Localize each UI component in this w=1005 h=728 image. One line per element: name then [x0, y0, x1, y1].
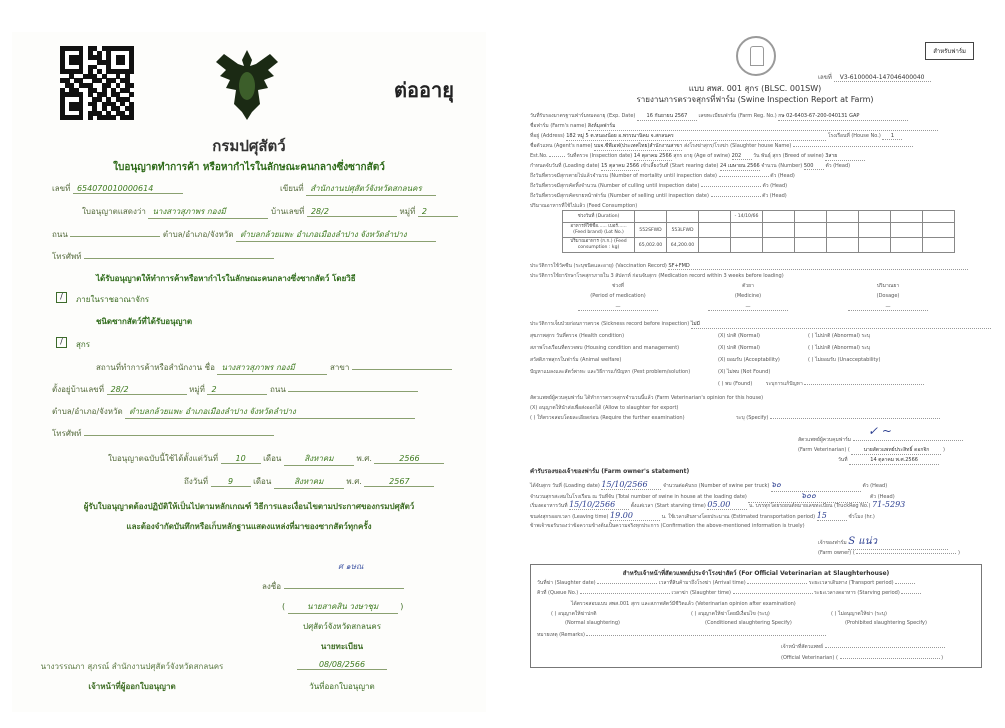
qr-module [88, 115, 93, 120]
qr-module [79, 115, 84, 120]
agent-row: ชื่อตัวแทน (Agent's name) บมจ.ซีพีเอฟ(ประเทศไทย)สำนักงานสาขา ส่งโรงฆ่าสุกร/โรงฆ่า (Slaughter house Name) [530, 142, 913, 151]
valid-from-day: 10 [221, 454, 261, 464]
inspection-date: 14 ตุลาคม 2566 [633, 153, 672, 159]
feed-table-row [563, 238, 955, 253]
method-label: ภายในราชอาณาจักร [76, 295, 150, 304]
feed-table-cell [795, 223, 827, 238]
queue-row: คิวที่ (Queue No.) เวลาฆ่า (Slaughter time) ระยะเวลางดอาหาร (Starving period) [537, 589, 921, 597]
valid-to-month: สิงหาคม [274, 475, 344, 489]
feed-table-cell [859, 238, 891, 253]
owner-signature: S แน่ว [848, 534, 948, 550]
licensee-row: ใบอนุญาตแสดงว่า นางสาวสุภาพร กองมี บ้านเลขที่ 28/2 หมู่ที่ 2 [82, 205, 458, 219]
livestock-trade-license [12, 32, 486, 712]
issue-date: 08/08/2566 [297, 660, 387, 670]
valid-to-day: 9 [211, 477, 251, 487]
method-checkbox[interactable]: / [56, 292, 67, 303]
farm-name: สิงห์มุลฟาร์ม [588, 122, 938, 131]
located-moo: 2 [207, 385, 267, 395]
feed-table-cell [731, 223, 763, 238]
feed-table-cell [699, 238, 731, 253]
moo-number: 2 [418, 207, 458, 217]
license-title: ใบอนุญาตทำการค้า หรือหากำไรในลักษณะคนกลางซึ่งซากสัตว์ [113, 162, 385, 173]
medication-value: — [578, 304, 658, 311]
starving-row: เริ่มงดอาหารวันที่ 15/10/2566 ตั้งแต่เวลา (Start starving time) 05.00 น. บรรทุกโดยรถยนต์หมายเลขทะเบียน (TruckReg No.) 71-5293 [530, 500, 906, 509]
feed-consumption-table [562, 210, 955, 253]
sign-row: ลงชื่อ [262, 580, 404, 593]
condition-opt2[interactable]: ( ) ไม่ปกติ (Abnormal) ระบุ [808, 345, 871, 351]
valid-from-year: 2566 [374, 454, 444, 464]
farm-house-number: 1 [882, 133, 902, 140]
leaving-row: ขนส่งสุกรออกเวลา (Leaving time) 19.00 น. ใช้เวลาเดินทางโดยประมาณ (Estimated transportation period) 15 ชั่วโมง (hr.) [530, 511, 875, 520]
located-house-no: 28/2 [107, 385, 187, 395]
feed-table-cell [795, 238, 827, 253]
animal-checkbox[interactable]: / [56, 337, 67, 348]
inspection-row: Est.No. วันที่ตรวจ (Inspection date) 14 ตุลาคม 2566 สุกร อายุ (Age of swine) 202 วัน พันธุ์ สุกร (Breed of swine) 3สาย [530, 152, 865, 161]
feed-table-cell [699, 211, 731, 223]
notice-line-1: ผู้รับใบอนุญาตต้องปฏิบัติให้เป็นไปตามหลักเกณฑ์ วิธีการและเงื่อนไขตามประกาศของกรมปศุสัตว์ [83, 502, 415, 511]
slaughter-option-th[interactable]: ( ) อนุญาตให้ฆ่าปกติ [551, 611, 597, 617]
confirmation-row: ข้าพเจ้าขอรับรองว่าข้อความข้างต้นเป็นความจริงทุกประการ (Confirmation the above-mentioned information is truely) [530, 523, 805, 529]
sickness-record: ไม่มี [691, 320, 991, 329]
owner-loading-row: ได้จับสุกร วันที่ (Loading date) 15/10/2566 จำนวนต่อคันรถ (Number of swine per truck) ๖๐ ตัว (Head) [530, 478, 887, 492]
owner-loading-date: 15/10/2566 [601, 480, 661, 490]
slaughter-option-en: (Prohibited slaughtering Specify) [845, 620, 927, 626]
condition-opt1[interactable]: (X) ปกติ (Normal) [718, 333, 760, 339]
vet-signature: ✓ ~ [868, 424, 892, 438]
feed-table-row [563, 211, 955, 223]
feed-table-cell: 64,200.00 [667, 238, 699, 253]
condition-opt1[interactable]: (X) ไม่พบ (Not Found) [718, 369, 771, 375]
feed-table-cell: 553LFWD [667, 223, 699, 238]
leaving-time: 19.00 [610, 511, 660, 521]
farm-name-row: ชื่อฟาร์ม (Farm's name) สิงห์มุลฟาร์ม [530, 122, 938, 131]
medication-value: — [848, 304, 928, 311]
licensee-name: นางสาวสุภาพร กองมี [148, 205, 268, 219]
permit-heading: ได้รับอนุญาตให้ทำการค้าหรือหากำไรในลักษณะคนกลางซึ่งซากสัตว์ โดยวิธี [96, 274, 356, 283]
medication-en: (Medicine) [734, 293, 762, 299]
feed-table-cell [667, 211, 699, 223]
feed-table-cell [859, 223, 891, 238]
valid-to-year: 2567 [364, 477, 434, 487]
vet-sign-row: สัตวแพทย์ผู้ควบคุมฟาร์ม [798, 436, 963, 444]
address-row: ถนน ตำบล/อำเภอ/จังหวัด ตำบลกล้วยแพะ อำเภอเมืองลำปาง จังหวัดลำปาง [52, 228, 436, 242]
opinion-further-exam: ( ) ให้ตรวจสอบโดยละเอียดก่อน (Require the further examination) ระบุ (Specify) [530, 414, 940, 422]
feed-row-label: ปริมาณอาหาร (ก.ก.) (Feed consumption : kg) [563, 238, 635, 253]
premises-row: สถานที่ทำการค้าหรือสำนักงาน ชื่อ นางสาวสุภาพร กองมี สาขา [96, 361, 452, 375]
medication-th: ช่วงที่ [612, 283, 624, 289]
premises-name: นางสาวสุภาพร กองมี [217, 361, 327, 375]
qr-module [111, 115, 116, 120]
loading-row: กำหนดจับวันที่ (Loading date) 15 ตุลาคม 2566 เข้าเลี้ยงวันที่ (Start rearing date) 24 เมษายน 2566 จำนวน (Number) 500 ตัว (Head) [530, 163, 851, 169]
qr-module [129, 115, 134, 120]
form-title: แบบ สพส. 001 สุกร (BLSC. 001SW) [688, 84, 822, 93]
medication-en: (Dosage) [876, 293, 900, 299]
feed-table-cell: 552SFWD [635, 223, 667, 238]
feed-heading: ปริมาณอาหารที่ใช้ไปแล้ว (Feed Consumption) [530, 203, 638, 209]
department-name: กรมปศุสัตว์ [212, 137, 286, 155]
feed-table-cell [731, 238, 763, 253]
located-subdistrict: ตำบลกล้วยแพะ อำเภอเมืองลำปาง จังหวัดลำปาง [125, 405, 415, 419]
notice-line-2: และต้องจำกัดบันทึกหรือเก็บหลักฐานแสดงแหล่งที่มาของซากสัตว์ทุกครั้ง [126, 522, 372, 531]
slaughter-date-row: วันที่ฆ่า (Slaughter date) เวลาที่สินค้ามาถึงโรงฆ่า (Arrival time) ระยะเวลาเดินทาง (Transport period) [537, 579, 915, 587]
medication-en: (Period of medication) [590, 293, 646, 299]
vaccination-row: ประวัติการใช้วัคซีน (ระบุชนิดและอายุ) (Vaccination Record) SF+FMD [530, 262, 968, 270]
feed-table-cell [763, 211, 795, 223]
vet-date-row: วันที่ 14 ตุลาคม พ.ศ.2566 [838, 456, 939, 465]
renewal-stamp: ต่ออายุ [394, 78, 454, 102]
registrar-signature: ศ ๑ษณ [338, 562, 364, 571]
condition-opt2[interactable]: ( ) ไม่ปกติ (Abnormal) ระบุ [808, 333, 871, 339]
registrar-title: นายทะเบียน [320, 642, 364, 651]
condition-label: สุขภาพสุกร วันที่ตรวจ (Health condition) [530, 333, 625, 339]
valid-from-row: ใบอนุญาตฉบับนี้ใช้ได้ตั้งแต่วันที่ 10 เดือน สิงหาคม พ.ศ. 2566 [108, 452, 444, 466]
license-number: 654070010000614 [73, 184, 183, 194]
qr-code-icon [60, 46, 134, 120]
farm-copy-badge: สำหรับฟาร์ม [925, 42, 974, 60]
phone-row: โทรศัพท์ [52, 250, 274, 263]
start-rearing-date: 24 เมษายน 2566 [719, 163, 760, 169]
slaughter-option-en: (Conditioned slaughtering Specify) [705, 620, 792, 626]
condition-opt2[interactable]: ( ) ไม่ยอมรับ (Unacceptability) [808, 357, 881, 363]
starving-date: 15/10/2566 [569, 500, 629, 510]
feed-table-cell [891, 211, 923, 223]
feed-table-cell [859, 211, 891, 223]
feed-table-cell [635, 211, 667, 223]
starving-time: 05.00 [707, 500, 747, 510]
livestock-department-seal-icon [736, 36, 776, 76]
qr-module [120, 60, 125, 65]
selling-row: ถึงวันที่ตรวจมีสุกรคัดขายหน้าฟาร์ม (Number of selling until inspection date) ตัว (Head) [530, 193, 787, 199]
vet-name: นายสัตวแพทย์ประสิทธิ์ ดอกจิก [851, 446, 941, 455]
exp-date-row: วันที่รับรองมาตรฐานฟาร์มหมดอายุ (Exp. Date) 16 กันยายน 2567 เลขทะเบียนฟาร์ม (Farm Reg. No.) กษ 02-6403-67-200-040131 GAP [530, 112, 908, 121]
issue-date-row [262, 660, 422, 670]
farm-reg-number: กษ 02-6403-67-200-040131 GAP [778, 112, 908, 121]
garuda-emblem-icon [212, 46, 282, 126]
medication-th: ปริมาณยา [876, 283, 900, 289]
feed-table-cell [763, 223, 795, 238]
license-number-row: เลขที่ 654070010000614 [52, 182, 183, 195]
owner-sign-row: เจ้าของฟาร์ม S แน่ว [818, 534, 948, 550]
qr-module [129, 92, 134, 97]
signer-position: ปศุสัตว์จังหวัดสกลนคร [302, 622, 382, 631]
opinion-allow-export[interactable]: (X) อนุญาตให้นำส่งเพื่อส่งออกได้ (Allow to slaughter for export) [530, 405, 679, 411]
official-veterinarian-box [530, 564, 982, 668]
issued-at: สำนักงานปศุสัตว์จังหวัดสกลนคร [306, 182, 436, 196]
loading-date: 15 ตุลาคม 2566 [601, 163, 640, 169]
signer-name: นายสาคสิน วงษาชุม [288, 600, 398, 614]
vet-opinion-heading: สัตวแพทย์ผู้ควบคุมฟาร์ม ได้ทำการตรวจสุกรจำนวนนี้แล้ว (Farm Veterinarian's opinion for this house) [530, 395, 764, 401]
feed-table-cell [827, 223, 859, 238]
exp-date: 16 กันยายน 2567 [637, 112, 697, 121]
transport-period: 15 [817, 511, 847, 521]
culling-row: ถึงวันที่ตรวจมีสุกรคัดทิ้งจำนวน (Number of culling until inspection date) ตัว (Head) [530, 183, 788, 189]
condition-opt1[interactable]: (X) ปกติ (Normal) [718, 345, 760, 351]
swine-breed: 3สาย [825, 152, 865, 161]
feed-table-cell [827, 238, 859, 253]
pest-found-row: ( ) พบ (Found) ระบุการแก้ปัญหา [718, 380, 924, 388]
official-vet-row: (Official Veterinarian) ( ) [781, 655, 944, 661]
feed-row-label: อาหารที่ใช้ชื่อ...... เบอร์...... (Feed brand) (Lot No.) [563, 223, 635, 238]
slaughter-option-th[interactable]: ( ) ไม่อนุญาตให้ฆ่า (ระบุ) [831, 611, 887, 617]
sickness-row: ประวัติการเจ็บป่วยก่อนการตรวจ (Sickness record before inspection) ไม่มี [530, 320, 991, 329]
swine-inspection-report [518, 28, 992, 718]
address-row: ที่อยู่ (Address) 182 หมู่ 5 ต.หนองน้อย อ.พรรณานิคม จ.สกลนคร โรงเรือนที่ (House No.) 1 [530, 132, 902, 141]
officer-name: นางวรรณภา สุภรณ์ สำนักงานปศุสัตว์จังหวัดสกลนคร [40, 662, 224, 671]
animal-type-heading: ชนิดซากสัตว์ที่ได้รับอนุญาต [96, 317, 193, 326]
swine-per-truck: ๖๐ [771, 478, 861, 492]
valid-to-row: ถึงวันที่ 9 เดือน สิงหาคม พ.ศ. 2567 [184, 475, 434, 489]
located-row: ตั้งอยู่บ้านเลขที่ 28/2 หมู่ที่ 2 ถนน [52, 383, 418, 396]
phone2-row: โทรศัพท์ [52, 427, 274, 440]
owner-name-row: (Farm owner) ( ) [818, 550, 960, 556]
house-number: 28/2 [307, 207, 397, 217]
condition-label: สภาพโรงเรือนที่ตรวจพบ (Housing condition and management) [530, 345, 680, 351]
condition-label: ปัญหาแมลงและสัตว์พาหะ และวิธีการแก้ปัญหา (Pest problem/solution) [530, 369, 691, 375]
feed-table-cell [923, 223, 955, 238]
condition-opt1[interactable]: (X) ยอมรับ (Acceptability) [718, 357, 780, 363]
remarks-row: หมายเหตุ (Remarks) [537, 631, 826, 639]
swine-number: 500 [804, 163, 824, 170]
feed-row-label: ช่วงวันที่ (Duration) [563, 211, 635, 223]
vet-date: 14 ตุลาคม พ.ศ.2566 [849, 456, 939, 465]
mortality-row: ถึงวันที่ตรวจมีสุกรตายไปแล้วจำนวน (Number of mortality until inspection date) ตัว (Head) [530, 173, 795, 179]
slaughter-option-th[interactable]: ( ) อนุญาตให้ฆ่าโดยมีเงื่อนไข (ระบุ) [691, 611, 770, 617]
feed-table-cell [891, 238, 923, 253]
report-number: V3-6100004-147046400040 [834, 74, 931, 82]
officer-role: เจ้าหน้าที่ผู้ออกใบอนุญาต [88, 682, 176, 691]
issue-date-label: วันที่ออกใบอนุญาต [309, 682, 375, 691]
vet-name-row: (Farm Veterinarian) ( นายสัตวแพทย์ประสิทธิ์ ดอกจิก ) [798, 447, 945, 453]
animal-label: สุกร [76, 340, 91, 349]
report-number-row: เลขที่ V3-6100004-147046400040 [818, 72, 931, 82]
qr-module [129, 83, 134, 88]
farm-address: 182 หมู่ 5 ต.หนองน้อย อ.พรรณานิคม จ.สกลนคร [566, 132, 826, 141]
feed-table-cell [763, 238, 795, 253]
medication-value: — [708, 304, 788, 311]
agent-name: บมจ.ซีพีเอฟ(ประเทศไทย)สำนักงานสาขา [594, 143, 683, 149]
medication-th: ตัวยา [742, 283, 754, 289]
feed-table-cell [923, 238, 955, 253]
medication-heading: ประวัติการใช้ยารักษาโรคสุกรภายใน 3 สัปดาห์ ก่อนจับสุกร (Medication record within 3 weeks before loading) [530, 273, 784, 279]
valid-from-month: สิงหาคม [284, 452, 354, 466]
condition-label: สวัสดิภาพสุกรในฟาร์ม (Animal welfare) [530, 357, 622, 363]
feed-table-cell: - 14/10/66 [731, 211, 763, 223]
total-swine-row: จำนวนสุกรสะสมในโรงเรือน ณ วันที่จับ (Total number of swine in house at the loading date) ๖๐๐ ตัว (Head) [530, 489, 895, 503]
official-sign-row: เจ้าหน้าที่สัตวแพทย์ [781, 643, 945, 651]
owner-statement-heading: คำรับรองของเจ้าของฟาร์ม (Farm owner's statement) [530, 468, 690, 475]
report-title: รายงานการตรวจสุกรที่ฟาร์ม (Swine Inspection Report at Farm) [636, 95, 874, 104]
feed-table-cell [795, 211, 827, 223]
official-heading: สำหรับเจ้าหน้าที่สัตวแพทย์ประจำโรงฆ่าสัตว์ (For Official Veterinarian at Slaughterhouse) [622, 570, 890, 577]
subdistrict: ตำบลกล้วยแพะ อำเภอเมืองลำปาง จังหวัดลำปาง [236, 228, 436, 242]
slaughter-option-en: (Normal slaughtering) [565, 620, 620, 626]
located-subdistrict-row: ตำบล/อำเภอ/จังหวัด ตำบลกล้วยแพะ อำเภอเมืองลำปาง จังหวัดลำปาง [52, 405, 415, 419]
issued-at-row: เขียนที่ สำนักงานปศุสัตว์จังหวัดสกลนคร [280, 182, 436, 196]
feed-table-cell [923, 211, 955, 223]
truck-registration: 71-5293 [872, 500, 906, 509]
total-swine: ๖๐๐ [748, 489, 868, 503]
qr-module [129, 69, 134, 74]
signer-name-row: ( นายสาคสิน วงษาชุม ) [282, 600, 403, 614]
vaccination-record: SF+FMD [668, 263, 968, 270]
feed-table-cell: 65,002.00 [635, 238, 667, 253]
feed-table-cell [891, 223, 923, 238]
feed-table-cell [827, 211, 859, 223]
official-opinion: ได้ตรวจสอบแบบ สพส.001 สุกร และสภาพสัตว์มีชีวิตแล้ว (Veterinarian opinion after examination) [571, 601, 796, 607]
feed-table-cell [699, 223, 731, 238]
feed-table-row [563, 223, 955, 238]
swine-age: 202 [732, 153, 752, 160]
